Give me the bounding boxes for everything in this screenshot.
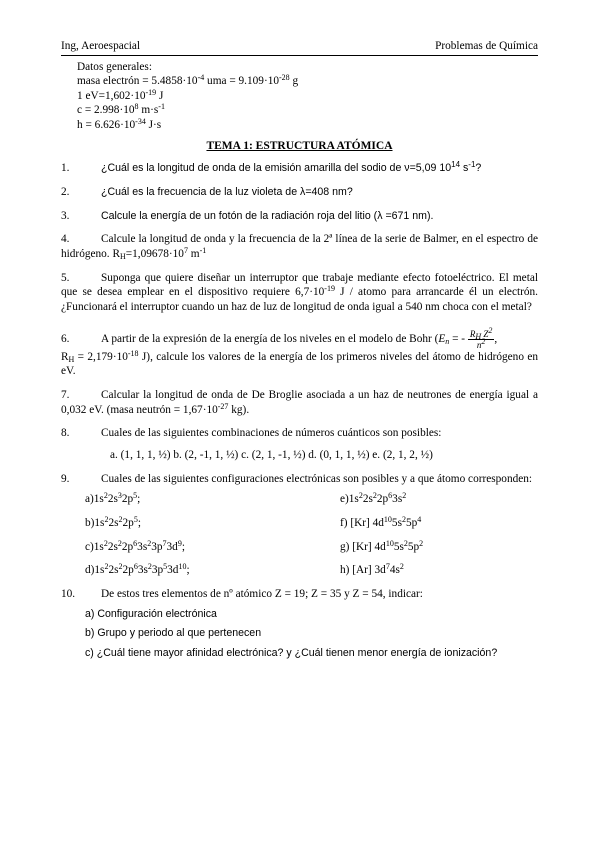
config-e: $e)1s^22s^22p^63s^2$: [340, 491, 407, 506]
question-4: 4. Calcule la longitud de onda y la frecuencia de la 2ª línea de la serie de Balmer, en el espectro de hidrógeno. $R_H=1,09678\cdot 10^7$ $m^{-1}$: [61, 233, 538, 261]
question-6: 6. A partir de la expresión de la energía de los niveles en el modelo de Bohr ($E_n$ = - $\frac{R_H Z^2}{n^2}$ , $R_H = 2,179\cdot 10^{-18}$ J), calcule los valores de la energía de los primeros niveles del átomo de hidrógeno en eV.: [61, 325, 538, 378]
general-data-heading: Datos generales:: [77, 61, 152, 73]
config-f: f) [Kr] $4d^{10}5s^25p^4$: [340, 515, 422, 529]
question-1: 1. ¿Cuál es la longitud de onda de la emisión amarilla del sodio de ν=5,09 $10^{14}$ $s^{-1}$?: [61, 159, 482, 174]
question-7: 7. Calcular la longitud de onda de De Broglie asociada a un haz de neutrones de energía igual a 0,032 eV. (masa neutrón = $1,67\cdot 10^{-27}$ kg).: [61, 388, 538, 416]
electron-mass-line: masa electrón = $5.4858\cdot 10^{-4}$ uma = $9.109\cdot 10^{-28}$ g: [77, 73, 299, 88]
question-9: 9. Cuales de las siguientes configuraciones electrónicas son posibles y a que átomo corresponden:: [61, 472, 533, 485]
electron-configurations: [61, 492, 538, 578]
question-2: 2. ¿Cuál es la frecuencia de la luz violeta de λ=408 nm?: [61, 185, 353, 198]
question-10-item-c: c) ¿Cuál tiene mayor afinidad electrónica? y ¿Cuál tienen menor energía de ionización?: [85, 647, 498, 660]
document-body: [61, 60, 538, 667]
planck-line: $h = 6.626\cdot 10^{-34}$ J·s: [77, 116, 162, 131]
config-a: $a)1s^22s^32p^5$;: [85, 491, 141, 506]
general-data: [61, 60, 538, 132]
page-header: [61, 39, 538, 54]
header-rule: [61, 55, 538, 56]
config-h: h) [Ar] $3d^74s^2$: [340, 562, 404, 577]
quantum-number-options: a. (1, 1, 1, ½) b. (2, -1, 1, ½) c. (2, 1, -1, ½) d. (0, 1, 1, ½) e. (2, 1, 2, ½): [110, 448, 433, 461]
question-10: 10. De estos tres elementos de nº atómico Z = 19; Z = 35 y Z = 54, indicar:: [61, 588, 423, 601]
config-b: $b)1s^22s^22p^5$;: [85, 515, 141, 529]
config-d: $d)1s^22s^22p^63s^23p^53d^{10}$;: [85, 562, 190, 577]
question-10-item-b: b) Grupo y periodo al que pertenecen: [85, 627, 262, 640]
question-10-items: [61, 608, 538, 661]
question-10-item-a: a) Configuración electrónica: [85, 607, 217, 620]
header-left: Ing, Aeroespacial: [61, 40, 141, 52]
bohr-energy-formula: $E_n$ = - $\frac{R_H Z^2}{n^2}$: [438, 325, 493, 350]
ev-line: 1 $eV=1,602\cdot 10^{-19}$ J: [77, 87, 164, 102]
light-speed-line: $c = 2.998\cdot 10^8$ $m\cdot s^{-1}$: [77, 102, 165, 117]
section-title: TEMA 1: ESTRUCTURA ATÓMICA: [206, 140, 393, 153]
question-8: 8. Cuales de las siguientes combinaciones de números cuánticos son posibles:: [61, 427, 442, 440]
config-c: $c)1s^22s^22p^63s^23p^73d^9$;: [85, 538, 185, 553]
question-3: 3. Calcule la energía de un fotón de la radiación roja del litio (λ =671 nm).: [61, 209, 434, 222]
header-right: Problemas de Química: [435, 40, 538, 52]
question-5: 5. Suponga que quiere diseñar un interruptor que trabaje mediante efecto fotoeléctrico. El metal que se desea emplear en el dispositivo requiere $6,7\cdot 10^{-19}$ J / atomo para arrancarde él un electrón. ¿Funcionará el interruptor cuando un haz de luz de longitud de onda igual a 540 nm choca con el metal?: [61, 271, 538, 313]
config-g: g) [Kr] $4d^{10}5s^25p^2$: [340, 538, 424, 553]
